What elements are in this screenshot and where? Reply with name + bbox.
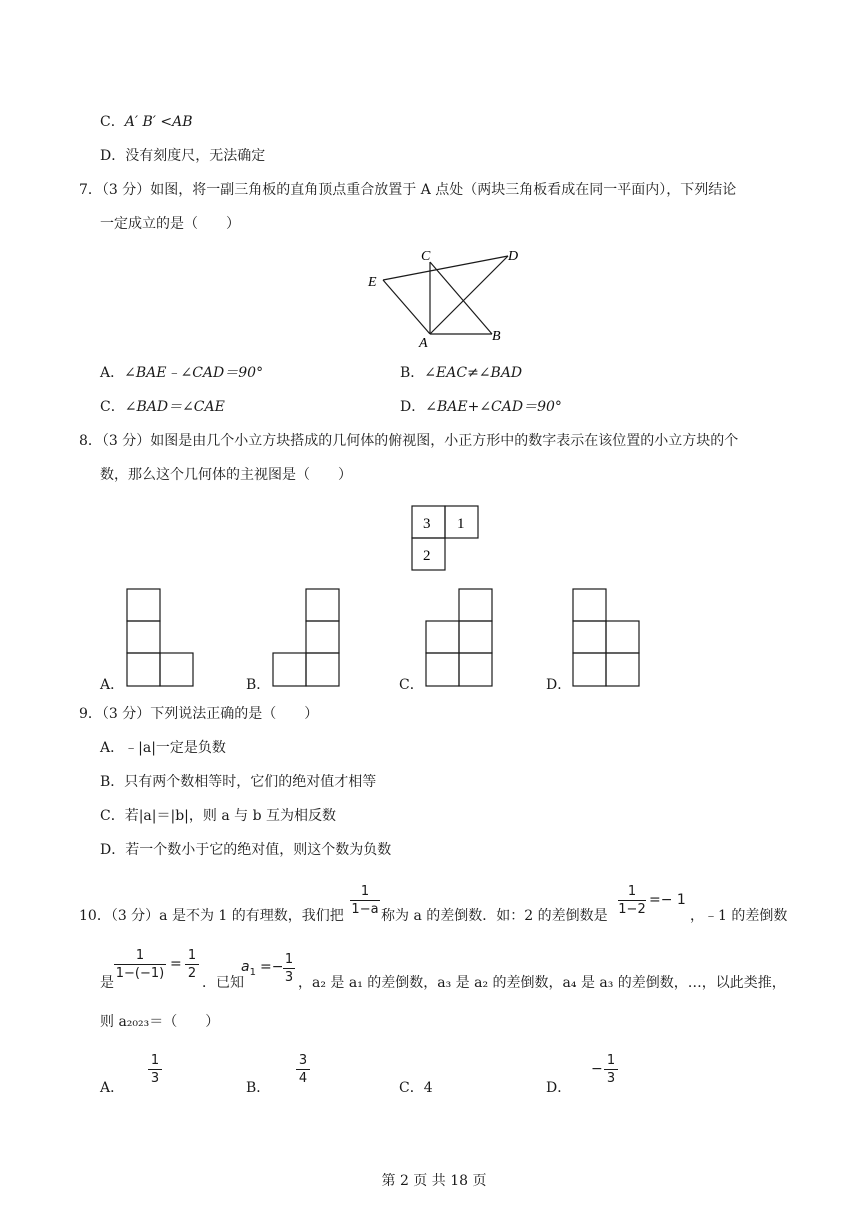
q9-stem: 9．（3 分）下列说法正确的是（ ） — [79, 706, 319, 722]
fraction-bar — [604, 1069, 618, 1070]
q7-stem-line2: 一定成立的是（ ） — [100, 216, 240, 232]
q7-option-a-label: A． — [100, 365, 125, 381]
q9-option-b — [100, 772, 376, 792]
q7-option-b-text: ∠EAC≠∠BAD — [424, 365, 523, 381]
q10-option-c-text: 4 — [423, 1080, 433, 1096]
q7-label-b: B — [492, 329, 501, 344]
q8-option-b-label: B． — [246, 677, 271, 693]
q10-equals: = — [170, 956, 182, 972]
q10-frac1-num: 1 — [360, 884, 370, 899]
q10-frac3-num: 1 — [135, 948, 145, 963]
q8-option-b-figure — [271, 587, 341, 689]
q10-a1-expression — [241, 959, 283, 978]
q6-option-d-label: D． — [100, 148, 126, 164]
q10-a1-var: a — [241, 959, 250, 975]
q6-option-c — [100, 112, 193, 132]
q9-option-c-text: 若|a|＝|b|，则 a 与 b 互为相反数 — [124, 808, 337, 824]
q10-frac3-den: 1−(−1) — [115, 966, 165, 981]
q8-option-d-label: D． — [546, 677, 572, 693]
q10-option-a-fraction — [148, 1053, 162, 1086]
page-footer: 第 2 页 共 18 页 — [381, 1173, 487, 1189]
q6-option-d-text: 没有刻度尺，无法确定 — [125, 148, 266, 164]
q8-stem-line2: 数，那么这个几何体的主视图是（ ） — [100, 467, 352, 483]
q8-top-view-cell-1: 1 — [457, 516, 465, 532]
q8-top-view-cell-2: 2 — [423, 548, 431, 564]
q10-line2-part1: 是 — [100, 975, 114, 991]
q9-option-d — [100, 840, 391, 860]
q9-option-d-label: D． — [100, 842, 126, 858]
q7-option-d-label: D． — [400, 399, 426, 415]
q10-option-a-label: A． — [100, 1080, 125, 1096]
q10-frac2-num: 1 — [627, 884, 637, 899]
q10-fraction-one-third — [283, 952, 295, 985]
q10-option-d-fraction — [604, 1053, 618, 1086]
q10-option-b-label: B． — [246, 1080, 271, 1096]
q7-stem-line1: 7．（3 分）如图，将一副三角板的直角顶点重合放置于 A 点处（两块三角板看成在同一平面内），下列结论 — [79, 182, 737, 198]
q6-option-d — [100, 146, 265, 166]
q10-line2-part2: ．已知 — [202, 975, 244, 991]
q10-option-a-den: 3 — [150, 1071, 160, 1086]
q10-option-d-label: D． — [546, 1080, 572, 1096]
q7-option-b — [400, 363, 522, 383]
fraction-bar — [114, 964, 166, 965]
fraction-bar — [350, 900, 380, 901]
q9-option-a-label: A． — [100, 740, 125, 756]
fraction-bar — [618, 900, 646, 901]
q7-label-e: E — [368, 275, 377, 290]
q10-line1-part2: 称为 a 的差倒数．如：2 的差倒数是 — [381, 908, 608, 924]
fraction-bar — [296, 1069, 310, 1070]
q8-option-a-figure — [125, 587, 195, 689]
fraction-bar — [185, 964, 199, 965]
q9-option-c-label: C． — [100, 808, 125, 824]
q6-option-c-text: A′ B′ <AB — [124, 114, 193, 130]
q8-option-c-figure — [424, 587, 494, 689]
q10-option-d-den: 3 — [606, 1071, 616, 1086]
q7-label-d: D — [508, 249, 519, 264]
q10-option-b-fraction — [296, 1053, 310, 1086]
q8-option-d-figure — [571, 587, 641, 689]
q10-option-a-num: 1 — [150, 1053, 160, 1068]
q10-frac4-den: 2 — [187, 966, 197, 981]
q10-option-d-num: 1 — [606, 1053, 616, 1068]
q10-frac5-den: 3 — [284, 970, 294, 985]
q7-option-c-text: ∠BAD＝∠CAE — [124, 399, 225, 415]
q10-frac2-tail: =− 1 — [649, 892, 686, 908]
q10-frac4-num: 1 — [187, 948, 197, 963]
q6-option-c-label: C． — [100, 114, 125, 130]
q8-option-c-label: C． — [399, 677, 424, 693]
q10-frac1-den: 1−a — [351, 902, 379, 917]
q10-a1-sub: 1 — [249, 966, 256, 978]
q9-option-a-text: ﹣|a|一定是负数 — [124, 740, 226, 756]
q10-a1-eq: =− — [259, 959, 284, 975]
fraction-bar — [148, 1069, 162, 1070]
q7-label-a: A — [419, 336, 428, 350]
q10-frac5-num: 1 — [284, 952, 294, 967]
q8-option-a-label: A． — [100, 677, 125, 693]
q9-option-b-label: B． — [100, 774, 125, 790]
fraction-bar — [283, 968, 295, 969]
q10-line1-part1: 10．（3 分）a 是不为 1 的有理数，我们把 — [79, 908, 344, 924]
q7-option-a-text: ∠BAE﹣∠CAD＝90° — [124, 365, 264, 381]
q8-stem-line1: 8．（3 分）如图是由几个小立方块搭成的几何体的俯视图，小正方形中的数字表示在该位置的小立方块的个 — [79, 433, 739, 449]
q10-fraction-1-over-1-minus-2 — [618, 884, 646, 917]
q10-option-d-minus: − — [591, 1061, 603, 1077]
q10-line2-part3: ，a₂ 是 a₁ 的差倒数，a₃ 是 a₂ 的差倒数，a₄ 是 a₃ 的差倒数，…，以此类推， — [298, 975, 786, 991]
q10-option-b-den: 4 — [298, 1071, 308, 1086]
q7-option-d — [400, 397, 562, 417]
q10-option-c-label: C． — [399, 1080, 424, 1096]
q8-top-view-grid — [410, 504, 482, 572]
q7-option-c — [100, 397, 225, 417]
q9-option-b-text: 只有两个数相等时，它们的绝对值才相等 — [124, 774, 377, 790]
q10-option-c — [399, 1078, 433, 1098]
q10-fraction-one-half — [185, 948, 199, 981]
q10-line3: 则 a₂₀₂₃＝（ ） — [100, 1014, 220, 1030]
q8-top-view-cell-3: 3 — [423, 516, 431, 532]
q7-option-a — [100, 363, 263, 383]
q10-frac2-den: 1−2 — [618, 902, 646, 917]
q7-option-c-label: C． — [100, 399, 125, 415]
q9-option-a — [100, 738, 226, 758]
q7-triangle-figure — [360, 240, 530, 350]
q10-fraction-1-over-1-minus-a — [350, 884, 380, 917]
q7-label-c: C — [421, 249, 431, 264]
q7-option-d-text: ∠BAE+∠CAD＝90° — [425, 399, 562, 415]
q10-line1-part3: ，﹣1 的差倒数 — [690, 908, 788, 924]
q9-option-c — [100, 806, 336, 826]
q10-option-b-num: 3 — [298, 1053, 308, 1068]
q10-fraction-1-over-1-minus-neg1 — [114, 948, 166, 981]
q7-option-b-label: B． — [400, 365, 425, 381]
q9-option-d-text: 若一个数小于它的绝对值，则这个数为负数 — [125, 842, 392, 858]
